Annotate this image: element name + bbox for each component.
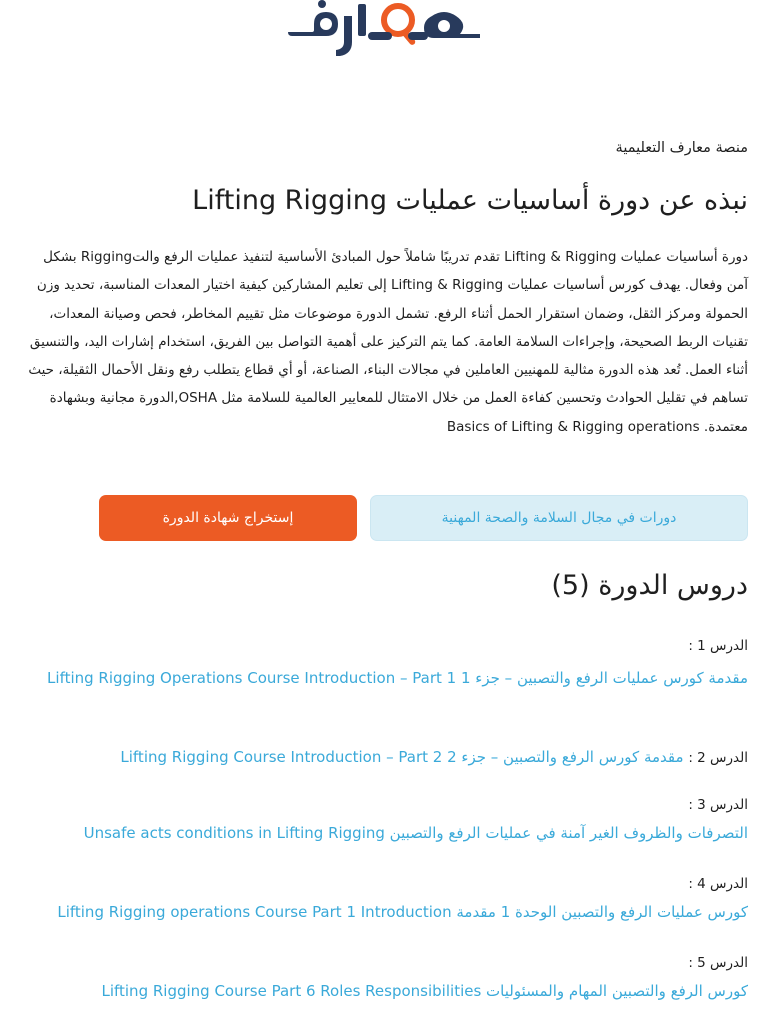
lesson-link[interactable]: مقدمة كورس عمليات الرفع والتصبين – جزء 1 Lifting Rigging Operations Course Introduction – Part 1	[47, 669, 748, 687]
lesson-label: الدرس 5 :	[688, 955, 748, 971]
lesson-label: الدرس 2 :	[688, 750, 748, 766]
lesson-link[interactable]: كورس الرفع والتصبين المهام والمسئوليات Lifting Rigging Course Part 6 Roles Responsibilities	[101, 982, 748, 1000]
lesson-label: الدرس 4 :	[688, 876, 748, 892]
lesson-link[interactable]: التصرفات والظروف الغير آمنة في عمليات الرفع والتصبين Unsafe acts conditions in Lifting Rigging	[83, 824, 748, 842]
course-title: نبذه عن دورة أساسيات عمليات Lifting Rigging	[192, 185, 748, 216]
lesson-item	[20, 795, 748, 849]
site-header	[0, 0, 768, 90]
lesson-label: الدرس 1 :	[688, 638, 748, 654]
logo-graphic	[284, 0, 484, 64]
site-logo[interactable]	[284, 0, 484, 64]
course-description: دورة أساسيات عمليات Lifting & Rigging تقدم تدريبًا شاملاً حول المبادئ الأساسية لتنفيذ عمليات الرفع والتRigging بشكل آمن وفعال. يهدف كورس أساسيات عمليات Lifting & Rigging إلى تعليم المشاركين كيفية اختيار المعدات المناسبة، تحديد وزن الحمولة ومركز الثقل، وضمان استقرار الحمل أثناء الرفع. تشمل الدورة موضوعات مثل تقييم المخاطر، فحص وصيانة المعدات، تقنيات الربط الصحيحة، وإجراءات السلامة العامة. كما يتم التركيز على أهمية التواصل بين الفريق، استخدام إشارات اليد، والتنسيق أثناء العمل. تُعد هذه الدورة مثالية للمهنيين العاملين في مجالات البناء، الصناعة، أو أي قطاع يتطلب رفع ونقل الأحمال الثقيلة، حيث تساهم في تقليل الحوادث وتحسين كفاءة العمل من خلال الامتثال للمعايير العالمية للسلامة مثل OSHA,الدورة مجانية وبشهادة معتمدة. Basics of Lifting & Rigging operations	[28, 249, 748, 435]
lesson-link[interactable]: مقدمة كورس الرفع والتصبين – جزء 2 Lifting Rigging Course Introduction – Part 2	[120, 748, 684, 766]
lesson-item	[20, 953, 748, 1007]
lesson-item	[20, 874, 748, 928]
platform-name: منصة معارف التعليمية	[615, 140, 748, 156]
lesson-item	[20, 636, 748, 694]
lessons-heading: دروس الدورة (5)	[551, 570, 748, 601]
category-courses-button[interactable]: دورات في مجال السلامة والصحة المهنية	[370, 495, 748, 541]
lesson-label: الدرس 3 :	[688, 797, 748, 813]
lesson-link[interactable]: كورس عمليات الرفع والتصبين الوحدة 1 مقدمة Lifting Rigging operations Course Part 1 Introduction	[57, 903, 748, 921]
lesson-item	[20, 746, 748, 768]
get-certificate-button[interactable]: إستخراج شهادة الدورة	[99, 495, 357, 541]
